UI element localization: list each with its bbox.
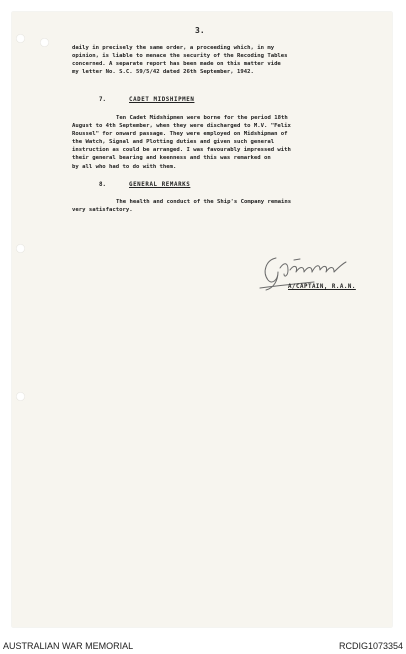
punch-hole	[40, 38, 49, 47]
section-number: 7.	[99, 97, 106, 103]
punch-hole	[16, 244, 25, 253]
section-body-general-remarks: The health and conduct of the Ship's Company remains very satisfactory.	[72, 199, 292, 214]
intro-paragraph: daily in precisely the same order, a proceeding which, in my opinion, is liable to menace the security of the Recoding Tables concerned. A separate report has been made on this matter vide my letter No. S.C. 59/5/42 dated 26th September, 1942.	[72, 45, 288, 76]
punch-hole	[16, 34, 25, 43]
document-page	[12, 12, 392, 627]
footer-institution: AUSTRALIAN WAR MEMORIAL	[3, 641, 134, 651]
footer-record-id: RCDIG1073354	[338, 641, 403, 651]
section-heading-general-remarks	[99, 182, 190, 188]
section-heading-cadet-midshipmen	[99, 97, 194, 103]
section-title: GENERAL REMARKS	[129, 182, 191, 188]
page-number: 3.	[195, 26, 205, 35]
section-body-cadet-midshipmen: Ten Cadet Midshipmen were borne for the period 18th August to 4th September, when they were discharged to M.V. "Felix Roussel" for onward passage. They were employed on Midshipman of the Watch, Signal and Plotting duties and given such general instruction as could be arranged. I was favourably impressed with their general bearing and keenness and this was remarked on by all who had to do with them.	[72, 115, 291, 170]
punch-hole	[16, 392, 25, 401]
section-number: 8.	[99, 182, 106, 188]
section-title: CADET MIDSHIPMEN	[129, 97, 195, 103]
signature-title: A/CAPTAIN, R.A.N.	[288, 284, 356, 290]
